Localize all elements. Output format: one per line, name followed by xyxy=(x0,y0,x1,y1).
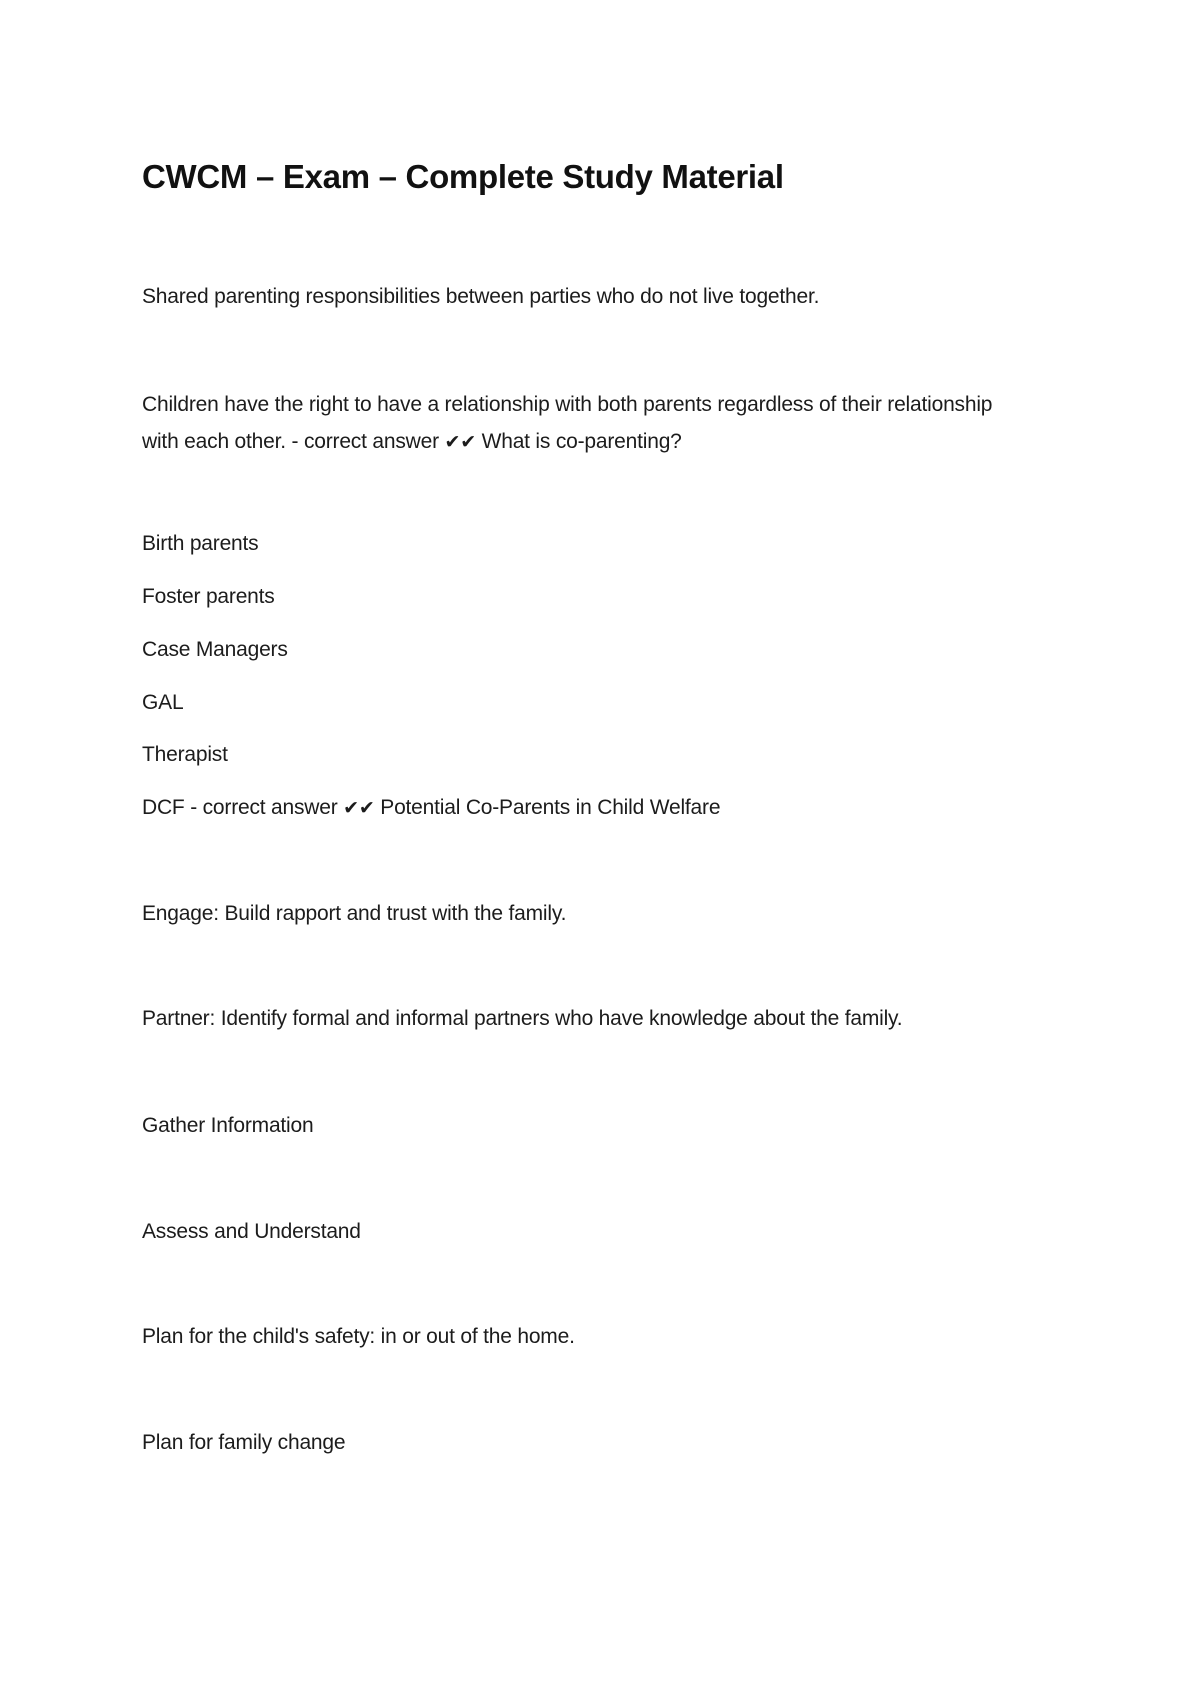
paragraph-children-right xyxy=(142,386,1072,461)
paragraph-plan-safety: Plan for the child's safety: in or out of the home. xyxy=(142,1325,575,1348)
paragraph-line: Children have the right to have a relationship with both parents regardless of their relationship xyxy=(142,393,993,416)
paragraph-partner: Partner: Identify formal and informal partners who have knowledge about the family. xyxy=(142,1007,903,1030)
answer-prefix: with each other. - correct answer xyxy=(142,430,445,453)
list-item: Case Managers xyxy=(142,638,288,661)
paragraph-line xyxy=(142,423,1072,461)
double-check-icon: ✔✔ xyxy=(444,431,476,453)
list-item: Foster parents xyxy=(142,585,275,608)
paragraph-assess: Assess and Understand xyxy=(142,1220,361,1243)
answer-prefix: DCF - correct answer xyxy=(142,796,344,819)
list-item: Therapist xyxy=(142,743,228,766)
list-item-answer xyxy=(142,789,1072,827)
paragraph-plan-change: Plan for family change xyxy=(142,1431,346,1454)
paragraph-gather: Gather Information xyxy=(142,1114,314,1137)
double-check-icon: ✔✔ xyxy=(343,797,375,819)
document-title: CWCM – Exam – Complete Study Material xyxy=(142,158,784,195)
question-text: Potential Co-Parents in Child Welfare xyxy=(374,796,721,819)
question-text: What is co-parenting? xyxy=(475,430,682,453)
paragraph-shared-parenting: Shared parenting responsibilities between parties who do not live together. xyxy=(142,285,820,308)
list-item: GAL xyxy=(142,691,184,714)
list-item: Birth parents xyxy=(142,532,259,555)
paragraph-engage: Engage: Build rapport and trust with the family. xyxy=(142,902,567,925)
